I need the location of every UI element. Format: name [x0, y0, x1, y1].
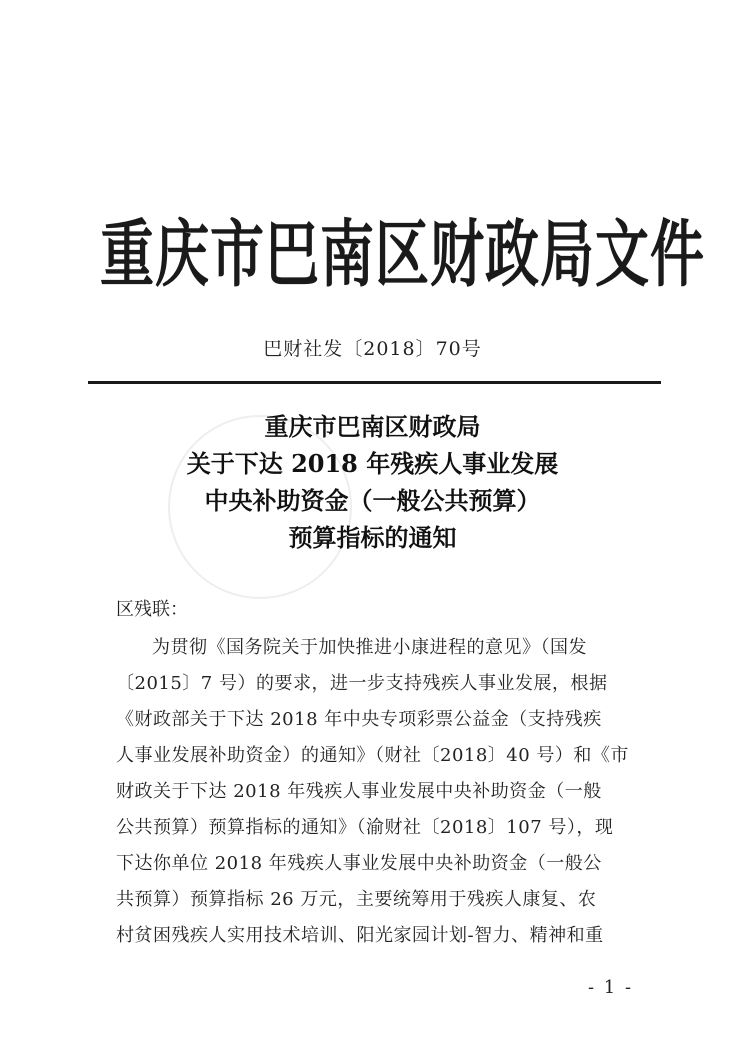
- document-header-title: 重庆市巴南区财政局文件: [100, 211, 705, 297]
- notice-title-line-4: 预算指标的通知: [288, 523, 457, 552]
- body-line: 村贫困残疾人实用技术培训、阳光家园计划-智力、精神和重: [116, 925, 604, 946]
- salutation: 区残联：: [116, 599, 188, 620]
- page-number: - 1 -: [588, 977, 634, 998]
- body-line: 共预算）预算指标 26 万元，主要统筹用于残疾人康复、农: [116, 889, 597, 910]
- body-line: 下达你单位 2018 年残疾人事业发展中央补助资金（一般公: [116, 853, 602, 874]
- body-line: 公共预算）预算指标的通知》（渝财社〔2018〕107 号），现: [116, 817, 614, 838]
- document-number: 巴财社发〔2018〕70号: [263, 338, 482, 360]
- notice-title: [0, 408, 745, 556]
- body-line: 《财政部关于下达 2018 年中央专项彩票公益金（支持残疾: [116, 709, 602, 730]
- body-line: 人事业发展补助资金）的通知》（财社〔2018〕40 号）和《市: [116, 745, 629, 766]
- body-paragraph: [116, 630, 646, 954]
- notice-title-line-3: 中央补助资金（一般公共预算）: [204, 486, 541, 515]
- body-line: 为贯彻《国务院关于加快推进小康进程的意见》（国发: [152, 637, 587, 658]
- body-line: 财政关于下达 2018 年残疾人事业发展中央补助资金（一般: [116, 781, 602, 802]
- notice-title-line-1: 重庆市巴南区财政局: [264, 412, 481, 441]
- body-line: 〔2015〕7 号）的要求，进一步支持残疾人事业发展，根据: [116, 673, 608, 694]
- notice-title-line-2: 关于下达 2018 年残疾人事业发展: [186, 449, 559, 478]
- header-divider-line: [88, 381, 661, 384]
